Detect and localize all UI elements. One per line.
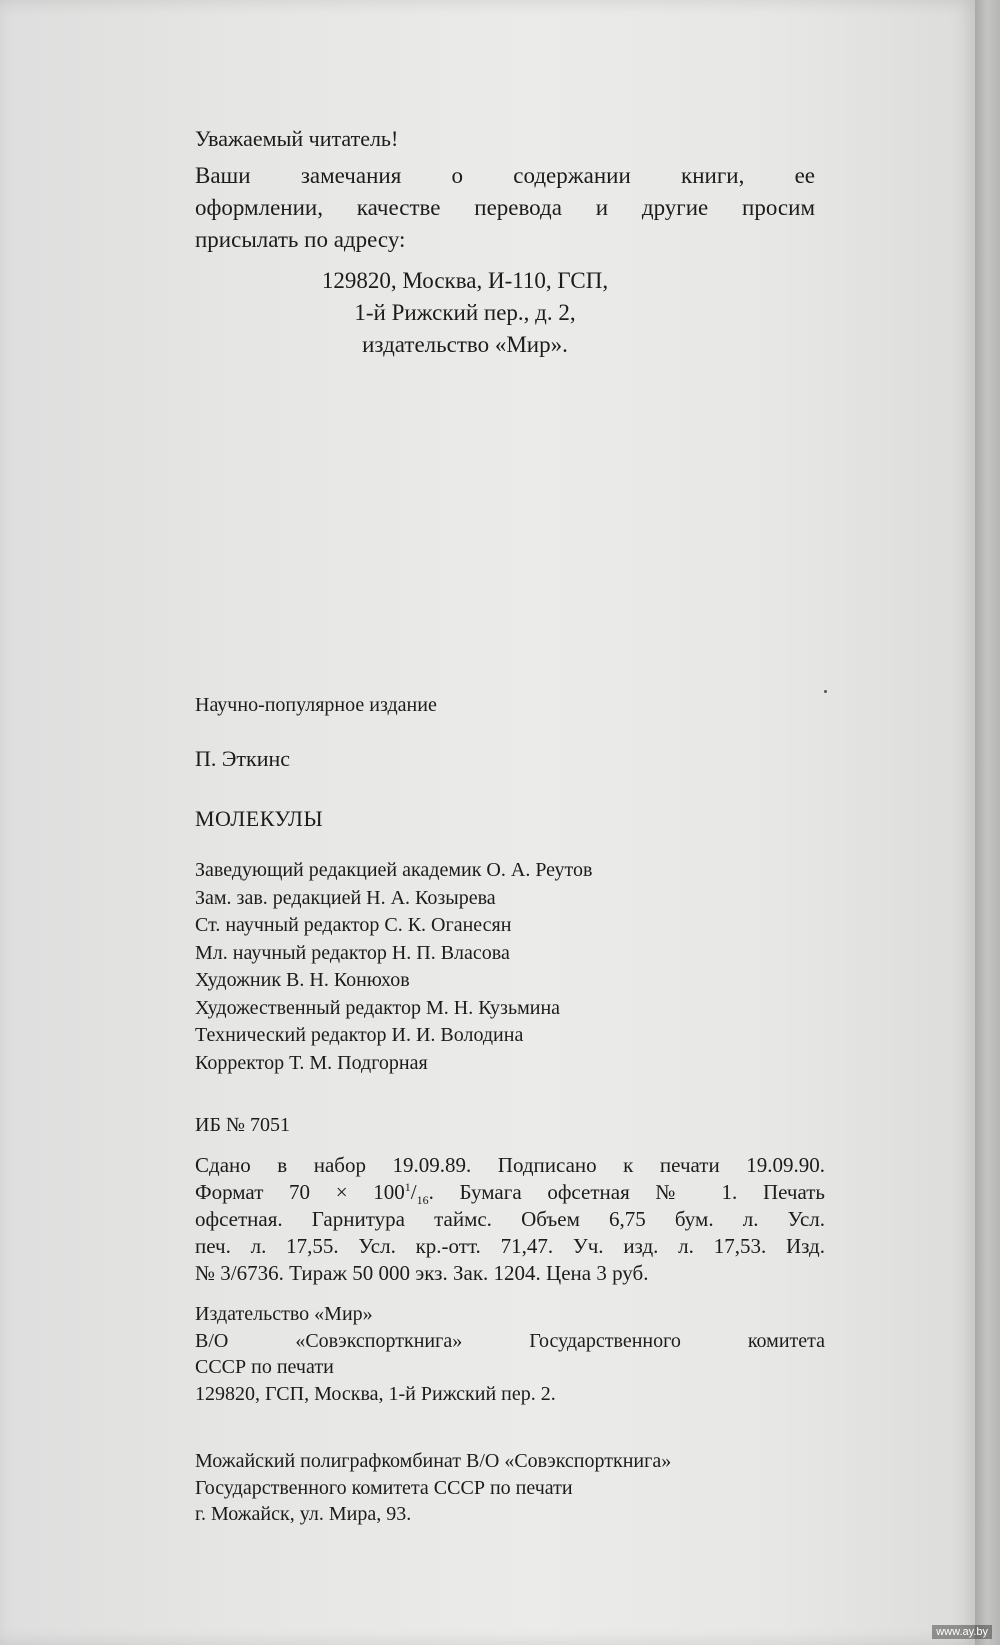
printer-info [195, 1448, 825, 1528]
publisher-line: В/О «Совэкспорткнига» Государственного комитета [195, 1329, 825, 1352]
format-sup: 1 [404, 1180, 411, 1194]
reader-letter-body [195, 160, 815, 256]
printer-line: г. Можайск, ул. Мира, 93. [195, 1503, 412, 1525]
page-edge [975, 0, 1000, 1645]
book-genre: Научно-популярное издание [195, 694, 437, 716]
staff-line: Ст. научный редактор С. К. Оганесян [195, 914, 512, 936]
spec-line-format [195, 1179, 825, 1206]
publisher-line: Издательство «Мир» [195, 1303, 373, 1325]
format-prefix: Формат 70 × 100 [195, 1180, 405, 1204]
format-suffix: . Бумага офсетная № 1. Печать [428, 1180, 826, 1204]
spec-line: Сдано в набор 19.09.89. Подписано к печати 19.09.90. [195, 1153, 825, 1177]
spec-line: офсетная. Гарнитура таймс. Объем 6,75 бум. л. Усл. [195, 1207, 825, 1231]
watermark: www.ay.by [932, 1625, 992, 1639]
book-author: П. Эткинс [195, 746, 291, 771]
publisher-line: 129820, ГСП, Москва, 1-й Рижский пер. 2. [195, 1382, 556, 1405]
reader-greeting: Уважаемый читатель! [195, 126, 399, 151]
format-sub: 16 [416, 1193, 429, 1208]
editorial-staff-list [195, 857, 825, 1077]
address-line: 129820, Москва, И-110, ГСП, [321, 268, 609, 293]
paper-speck [824, 690, 827, 693]
spec-line: № 3/6736. Тираж 50 000 экз. Зак. 1204. Цена 3 руб. [195, 1261, 649, 1285]
format-slash: / [410, 1180, 417, 1204]
printer-line: Можайский полиграфкомбинат В/О «Совэкспорткнига» [195, 1450, 672, 1472]
staff-line: Мл. научный редактор Н. П. Власова [195, 941, 510, 964]
letter-line: присылать по адресу: [195, 227, 406, 252]
staff-line: Заведующий редакцией академик О. А. Реутов [195, 859, 593, 881]
letter-line: Ваши замечания о содержании книги, ее [195, 163, 815, 188]
book-title: МОЛЕКУЛЫ [195, 806, 324, 831]
publisher-address [195, 265, 735, 361]
staff-line: Художник В. Н. Конюхов [195, 969, 410, 991]
print-specs [195, 1152, 825, 1287]
staff-line: Художественный редактор М. Н. Кузьмина [195, 996, 561, 1019]
ib-number: ИБ № 7051 [195, 1114, 291, 1136]
publisher-info [195, 1301, 825, 1407]
publisher-line: СССР по печати [195, 1356, 334, 1378]
letter-line: оформлении, качестве перевода и другие просим [195, 195, 815, 220]
address-line: издательство «Мир». [362, 332, 568, 357]
staff-line: Корректор Т. М. Подгорная [195, 1051, 428, 1074]
staff-line: Технический редактор И. И. Володина [195, 1024, 524, 1046]
printer-line: Государственного комитета СССР по печати [195, 1476, 573, 1499]
staff-line: Зам. зав. редакцией Н. А. Козырева [195, 886, 496, 909]
spec-line: печ. л. 17,55. Усл. кр.-отт. 71,47. Уч. изд. л. 17,53. Изд. [195, 1234, 825, 1258]
address-line: 1-й Рижский пер., д. 2, [354, 300, 576, 325]
